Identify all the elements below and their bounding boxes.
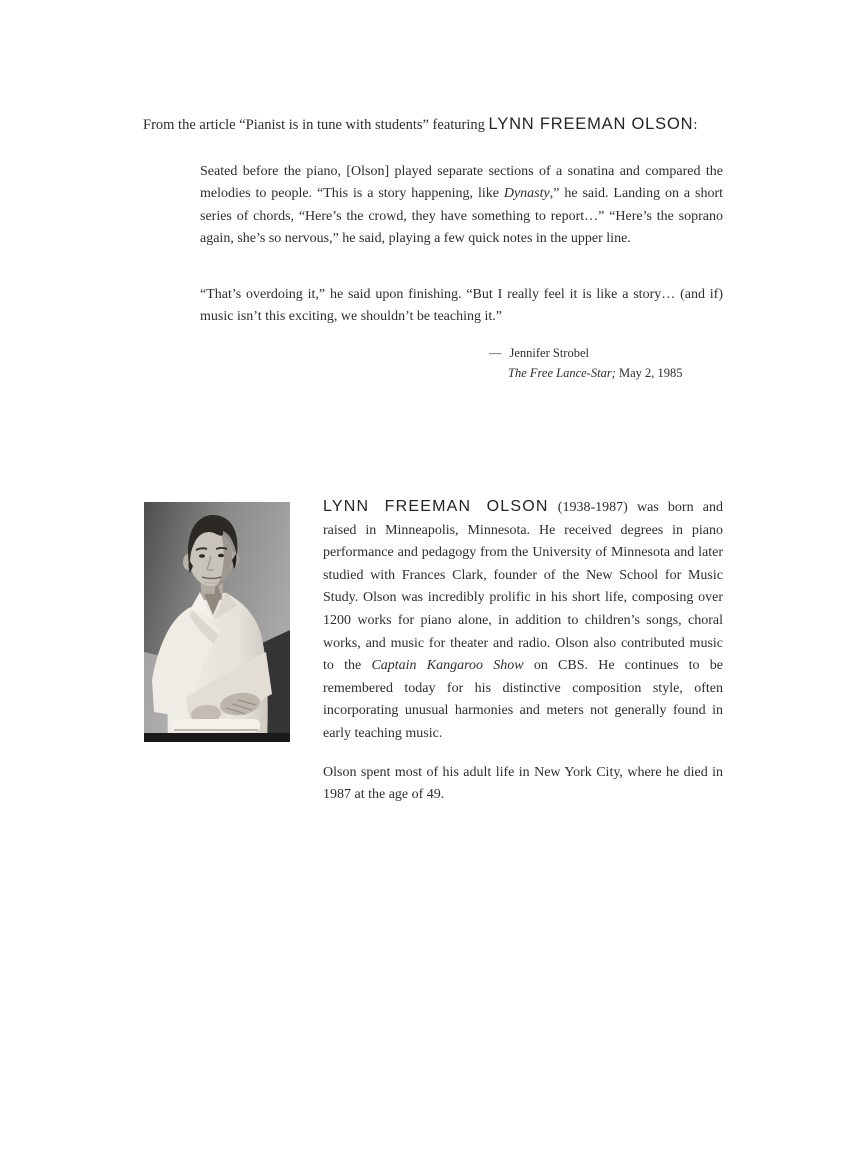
bio-paragraph-2: Olson spent most of his adult life in New York City, where he died in 1987 at the age of 49.: [323, 764, 723, 803]
bio-p1-seg2: on CBS. He continues to be remembered today for his distinctive composition style, often incorporating unusual harmonies and meters not generally found in early teaching music.: [323, 658, 723, 741]
bio-name-heading: LYNN FREEMAN OLSON: [323, 498, 549, 515]
biography-column: [323, 496, 723, 807]
quote-attribution: [489, 344, 683, 383]
attribution-source-line: [489, 364, 683, 384]
attribution-source-title: The Free Lance-Star;: [508, 365, 616, 380]
article-header-line: [143, 113, 783, 136]
bio-paragraph-1: [323, 496, 723, 746]
attribution-dash: —: [489, 346, 502, 360]
quote-p1-seg2: ,” he said. Landing on a short series of chords, “Here’s the crowd, they have something to report…” “Here’s the soprano again, she’s so nervous,” he said, playing a few quick notes in the upper line.: [200, 186, 723, 247]
olson-portrait-photo: [144, 502, 290, 742]
header-name: LYNN FREEMAN OLSON: [488, 115, 694, 133]
bio-p1-seg1: (1938-1987) was born and raised in Minneapolis, Minnesota. He received degrees in piano performance and pedagogy from the University of Minnesota and later studied with Frances Clark, founder of the New School for Music Study. Olson was incredibly prolific in his short life, composing over 1200 works for piano alone, in addition to children’s songs, choral works, and music for theater and radio. Olson also contributed music to the: [323, 500, 723, 674]
quote-p1-seg1: Seated before the piano, [Olson] played separate sections of a sonatina and compared the melodies to people. “This is a story happening, like: [200, 164, 723, 202]
portrait-illustration: [144, 502, 290, 742]
attribution-author-line: [489, 344, 683, 364]
attribution-author: Jennifer Strobel: [509, 346, 589, 360]
bio-p1-italic-title: Captain Kangaroo Show: [371, 658, 524, 674]
attribution-source-date: May 2, 1985: [615, 365, 683, 380]
header-suffix: :: [693, 117, 698, 133]
header-prefix: From the article “Pianist is in tune with students” featuring: [143, 117, 489, 133]
quote-paragraph-2: “That’s overdoing it,” he said upon finishing. “But I really feel it is like a story… (and if) music isn’t this exciting, we shouldn’t be teaching it.”: [200, 287, 723, 325]
quote-paragraph-1: [200, 161, 723, 251]
quote-p1-italic-title: Dynasty: [503, 186, 550, 202]
